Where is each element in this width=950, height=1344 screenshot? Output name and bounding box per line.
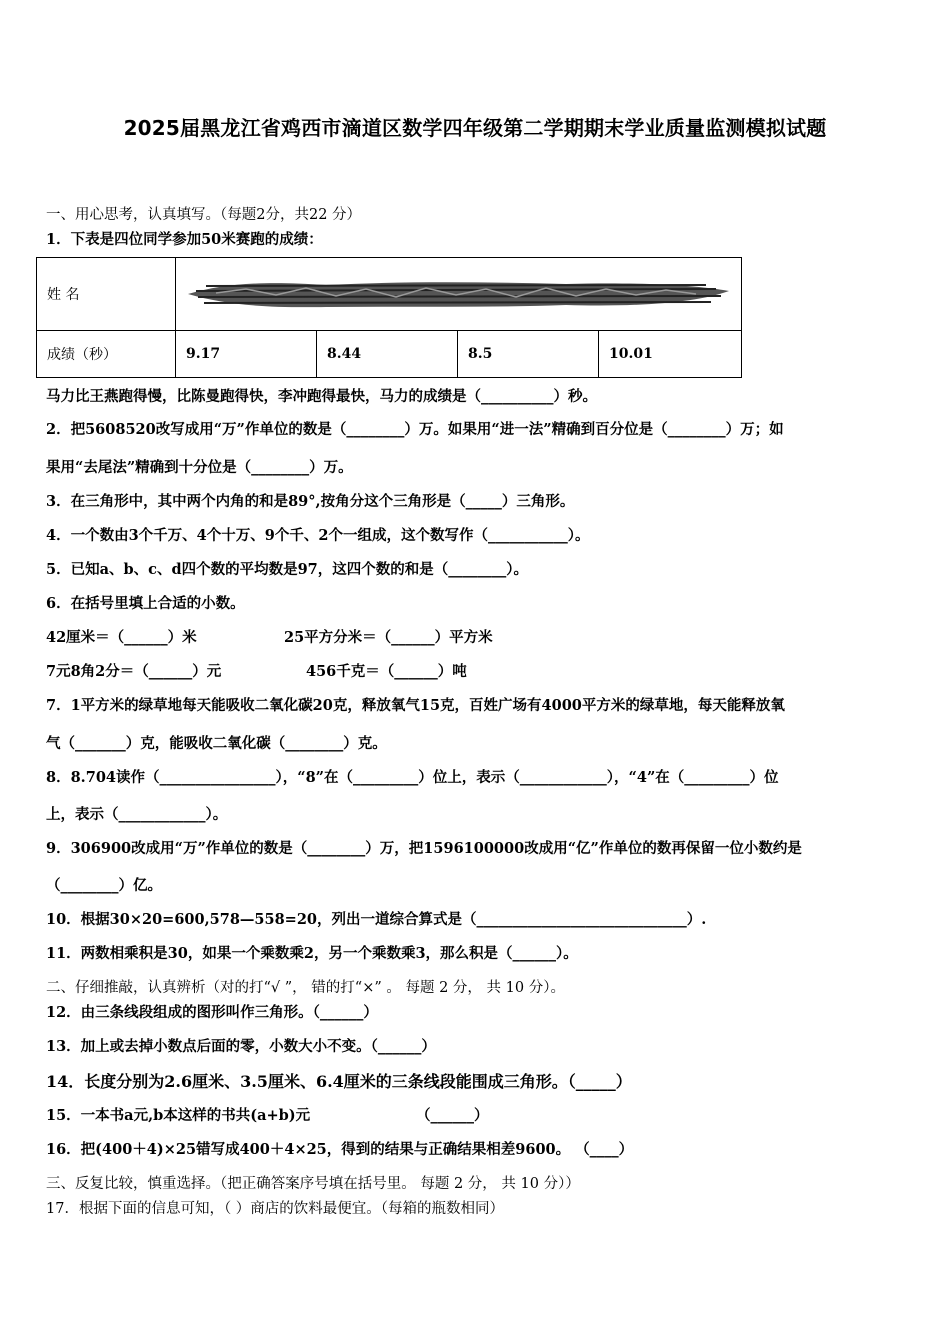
question-1: 1．下表是四位同学参加50米赛跑的成绩： (46, 231, 323, 248)
question-7-line-1: 7．1平方米的绿草地每天能吸收二氧化碳20克，释放氧气15克，百姓广场有4000平方米的绿草地，每天能释放氧 (46, 697, 785, 714)
question-16: 16．把(400＋4)×25错写成400＋4×25，得到的结果与正确结果相差9600。 （____） (46, 1141, 634, 1158)
question-17: 17．根据下面的信息可知，（ ）商店的饮料最便宜。（每箱的瓶数相同） (46, 1201, 505, 1217)
question-7-line-2: 气（_______）克，能吸收二氧化碳（________）克。 (46, 735, 387, 752)
score-cell: 9.17 (176, 331, 317, 378)
question-5: 5．已知a、b、c、d四个数的平均数是97，这四个数的和是（________）。 (46, 561, 529, 578)
section-2-heading: 二、仔细推敲，认真辨析（对的打“√ ”， 错的打“×” 。 每题 2 分， 共 10 分）。 (46, 980, 565, 996)
score-cell: 10.01 (599, 331, 742, 378)
question-8-line-1: 8．8.704读作（________________），“8”在（_________）位上，表示（____________），“4”在（_________）位 (46, 769, 779, 786)
question-12: 12．由三条线段组成的图形叫作三角形。（______） (46, 1004, 378, 1021)
question-2-line-1: 2．把5608520改写成用“万”作单位的数是（________）万。如果用“进一法”精确到百分位是（________）万；如 (46, 421, 784, 438)
question-9-line-1: 9．306900改成用“万”作单位的数是（________）万，把1596100000改成用“亿”作单位的数再保留一位小数约是 (46, 840, 802, 857)
question-14: 14．长度分别为2.6厘米、3.5厘米、6.4厘米的三条线段能围成三角形。（_____） (46, 1072, 632, 1091)
section-3-heading: 三、反复比较，慎重选择。（把正确答案序号填在括号里。 每题 2 分， 共 10 分）） (46, 1176, 580, 1192)
question-11: 11．两数相乘积是30，如果一个乘数乘2，另一个乘数乘3，那么积是（______）。 (46, 945, 578, 962)
question-9-line-2: （________）亿。 (46, 877, 162, 894)
score-cell: 8.44 (317, 331, 458, 378)
question-6-item-4: 456千克＝（______）吨 (306, 663, 467, 680)
redacted-names-scribble (186, 277, 731, 311)
question-3: 3．在三角形中，其中两个内角的和是89°,按角分这个三角形是（_____）三角形。 (46, 493, 575, 510)
question-15-blank: （______） (416, 1107, 489, 1124)
question-8-line-2: 上，表示（____________）。 (46, 806, 228, 823)
question-2-line-2: 果用“去尾法”精确到十分位是（________）万。 (46, 459, 353, 476)
table-row-label-score: 成绩（秒） (37, 331, 176, 378)
section-1-heading: 一、用心思考，认真填写。（每题2分，共22 分） (46, 207, 362, 223)
names-redacted (176, 258, 742, 331)
question-10: 10．根据30×20=600,578—558=20，列出一道综合算式是（_____________________________）. (46, 911, 707, 928)
table-row-label-name: 姓 名 (37, 258, 176, 331)
question-6-item-2: 25平方分米＝（______）平方米 (284, 629, 493, 646)
score-cell: 8.5 (458, 331, 599, 378)
question-4: 4．一个数由3个千万、4个十万、9个千、2个一组成，这个数写作（___________）。 (46, 527, 590, 544)
question-1-text: 马力比王燕跑得慢，比陈曼跑得快，李冲跑得最快，马力的成绩是（__________）秒。 (46, 388, 597, 405)
question-13: 13．加上或去掉小数点后面的零，小数大小不变。（______） (46, 1038, 436, 1055)
question-6-item-3: 7元8角2分＝（______）元 (46, 663, 222, 680)
score-table (36, 257, 742, 378)
page-title: 2025届黑龙江省鸡西市滴道区数学四年级第二学期期末学业质量监测模拟试题 (123, 116, 827, 140)
question-15: 15．一本书a元,b本这样的书共(a+b)元 (46, 1107, 311, 1124)
question-6: 6．在括号里填上合适的小数。 (46, 595, 245, 612)
question-6-item-1: 42厘米＝（______）米 (46, 629, 197, 646)
